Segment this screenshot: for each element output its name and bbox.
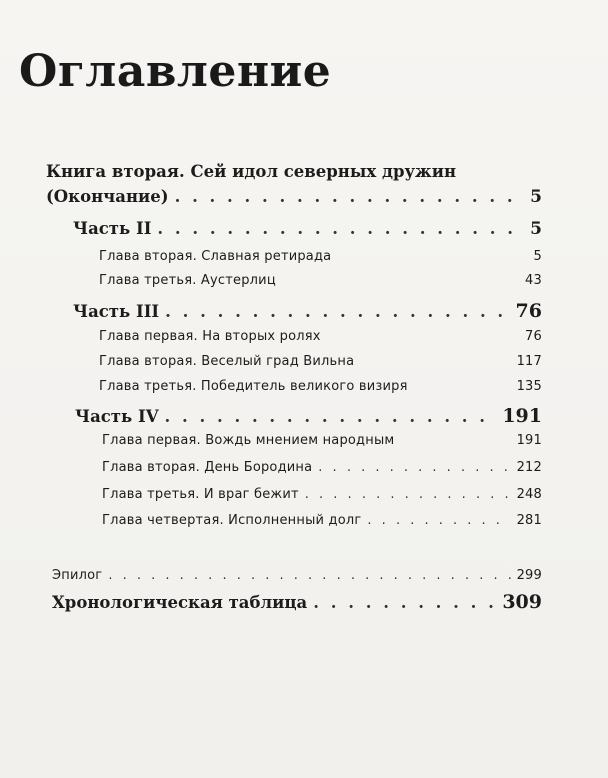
page-number: 76: [525, 329, 542, 344]
toc-chapter-entry[interactable]: [102, 513, 542, 528]
chapter-label: Глава первая. Вождь мнением народным: [102, 433, 395, 448]
page-number: 117: [516, 354, 542, 369]
toc-part-entry[interactable]: [73, 219, 542, 239]
dot-leader: [305, 487, 511, 502]
page-number: 135: [516, 379, 542, 394]
chapter-label: Глава вторая. День Бородина: [102, 460, 313, 475]
page-number: 309: [502, 591, 542, 613]
chapter-label: Глава третья. И враг бежит: [102, 487, 299, 502]
page-number: 248: [516, 487, 542, 502]
chapter-label: Глава третья. Аустерлиц: [99, 273, 276, 288]
toc-chapter-entry[interactable]: [99, 354, 542, 369]
page-number: 299: [516, 568, 542, 583]
toc-part-entry[interactable]: [73, 300, 542, 322]
page-number: 191: [516, 433, 542, 448]
toc-chronology-entry[interactable]: [52, 591, 542, 613]
dot-leader: [165, 407, 497, 426]
toc-part-entry[interactable]: [75, 405, 542, 427]
dot-leader: [313, 593, 496, 612]
toc-chapter-entry[interactable]: [99, 273, 542, 288]
toc-epilogue-entry[interactable]: [52, 568, 542, 583]
chapter-label: Глава вторая. Славная ретирада: [99, 249, 332, 264]
chronology-label: Хронологическая таблица: [52, 593, 308, 612]
part-label: Часть III: [73, 302, 160, 321]
part-label: Часть II: [73, 219, 152, 238]
book-title-line2: (Окончание): [46, 187, 169, 206]
chapter-label: Глава вторая. Веселый град Вильна: [99, 354, 355, 369]
page-title: Оглавление: [19, 46, 332, 97]
chapter-label: Глава четвертая. Исполненный долг: [102, 513, 362, 528]
chapter-label: Глава первая. На вторых ролях: [99, 329, 321, 344]
page-number: 281: [516, 513, 542, 528]
page-number: 5: [530, 219, 542, 239]
part-label: Часть IV: [75, 407, 159, 426]
toc-chapter-entry[interactable]: [102, 487, 542, 502]
toc-chapter-entry[interactable]: [102, 460, 542, 475]
toc-chapter-entry[interactable]: [99, 379, 542, 394]
dot-leader: [175, 187, 525, 206]
dot-leader: [318, 460, 510, 475]
dot-leader: [165, 302, 509, 321]
page-number: 43: [525, 273, 542, 288]
toc-chapter-entry[interactable]: [99, 329, 542, 344]
book-entry[interactable]: [46, 187, 542, 207]
page-number: 212: [516, 460, 542, 475]
page-number: 76: [515, 300, 542, 322]
page-number: 191: [502, 405, 542, 427]
dot-leader: [367, 513, 510, 528]
chapter-label: Глава третья. Победитель великого визиря: [99, 379, 408, 394]
dot-leader: [108, 568, 510, 583]
page-number: 5: [530, 187, 542, 207]
page-number: 5: [533, 249, 542, 264]
book-title-line1: Книга вторая. Сей идол северных дружин: [46, 162, 457, 181]
dot-leader: [157, 219, 524, 238]
toc-chapter-entry[interactable]: [102, 433, 542, 448]
epilogue-label: Эпилог: [52, 568, 103, 583]
toc-chapter-entry[interactable]: [99, 249, 542, 264]
